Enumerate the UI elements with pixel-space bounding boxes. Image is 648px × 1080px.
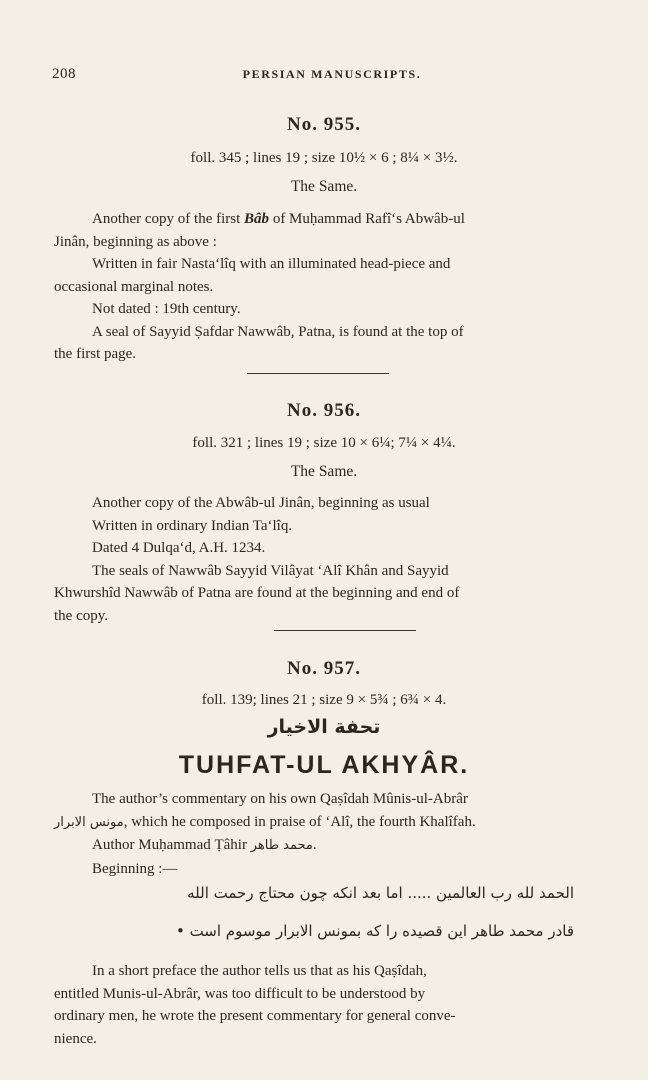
arabic-inline-title: مونس الابرار (54, 814, 124, 830)
entry-956-description (54, 492, 606, 627)
entry-957-p2: Author Muḥammad Ṭâhir محمد طاهر. (92, 837, 317, 853)
persian-title: تحفة الاخيار (267, 716, 381, 738)
entry-955-p2-line1: Written in fair Nasta‘lîq with an illuminated head-piece and (92, 256, 451, 272)
entry-956-p4-line3: the copy. (54, 607, 109, 624)
entry-meta-957: foll. 139; lines 21 ; size 9 × 5¾ ; 6¾ × 4. (201, 692, 447, 708)
entry-957-preface (54, 960, 606, 1050)
entry-956-p1: Another copy of the Abwâb-ul Jinân, beginning as usual (92, 495, 430, 511)
entry-955-description (54, 208, 606, 366)
entry-subtitle-956: The Same. (290, 463, 358, 480)
entry-957-p1-line1: The author’s commentary on his own Qaṣîdah Mûnis-ul-Abrâr (92, 791, 468, 807)
entry-956-p4-line2: Khwurshîd Nawwâb of Patna are found at the beginning and end of (54, 585, 460, 601)
entry-955-p4-line2: the first page. (54, 346, 137, 362)
entry-956-p2: Written in ordinary Indian Ta‘lîq. (92, 517, 293, 534)
entry-957-p4-line1: In a short preface the author tells us that as his Qaṣîdah, (92, 963, 427, 979)
entry-957-p1-line2: مونس الابرار, which he composed in praise of ‘Alî, the fourth Khalîfah. (54, 813, 476, 830)
entry-957-p4-line2: entitled Munis-ul-Abrâr, was too difficult to be understood by (54, 985, 426, 1002)
entry-956-p3: Dated 4 Dulqa‘d, A.H. 1234. (92, 540, 266, 556)
entry-number-957: No. 957. (287, 658, 361, 679)
page-number: 208 (52, 66, 76, 82)
entry-957-description (54, 788, 606, 880)
entry-956-p4-line1: The seals of Nawwâb Sayyid Vilâyat ‘Alî Khân and Sayyid (92, 562, 449, 579)
entry-meta-956: foll. 321 ; lines 19 ; size 10 × 6¼; 7¼ × 4¼. (192, 435, 456, 451)
beginning-arabic-line1: الحمد لله رب العالمين ..... اما بعد انكه چون محتاج رحمت الله (187, 884, 574, 902)
entry-meta-955: foll. 345 ; lines 19 ; size 10½ × 6 ; 8¼ × 3½. (190, 150, 458, 166)
entry-957-p3: Beginning :— (92, 860, 178, 877)
entry-number-955: No. 955. (287, 114, 361, 135)
entry-955-p1-line2: Jinân, beginning as above : (54, 233, 217, 250)
work-title: TUHFAT-UL AKHYÂR. (178, 751, 470, 779)
bab-term: Bâb (244, 211, 270, 227)
entry-number-956: No. 956. (287, 400, 361, 421)
entry-957-p4-line3: ordinary men, he wrote the present commentary for general conve- (54, 1008, 456, 1024)
entry-955-p4-line1: A seal of Sayyid Ṣafdar Nawwâb, Patna, is found at the top of (92, 323, 464, 340)
entry-955-p2-line2: occasional marginal notes. (54, 278, 214, 295)
entry-955-p1-line1: Another copy of the first Bâb of Muḥammad Rafî‘s Abwâb-ul (92, 211, 465, 227)
entry-955-p3: Not dated : 19th century. (92, 301, 241, 317)
entry-957-p4-line4: nience. (54, 1030, 97, 1047)
beginning-arabic-line2: قادر محمد طاهر اين قصيده را كه بمونس الابرار موسوم است • (175, 922, 574, 940)
arabic-inline-author: محمد طاهر (250, 838, 313, 853)
section-divider (247, 373, 389, 374)
running-head (52, 66, 612, 86)
running-title: PERSIAN MANUSCRIPTS. (242, 67, 422, 81)
section-divider (274, 630, 416, 631)
entry-subtitle-955: The Same. (290, 178, 358, 195)
